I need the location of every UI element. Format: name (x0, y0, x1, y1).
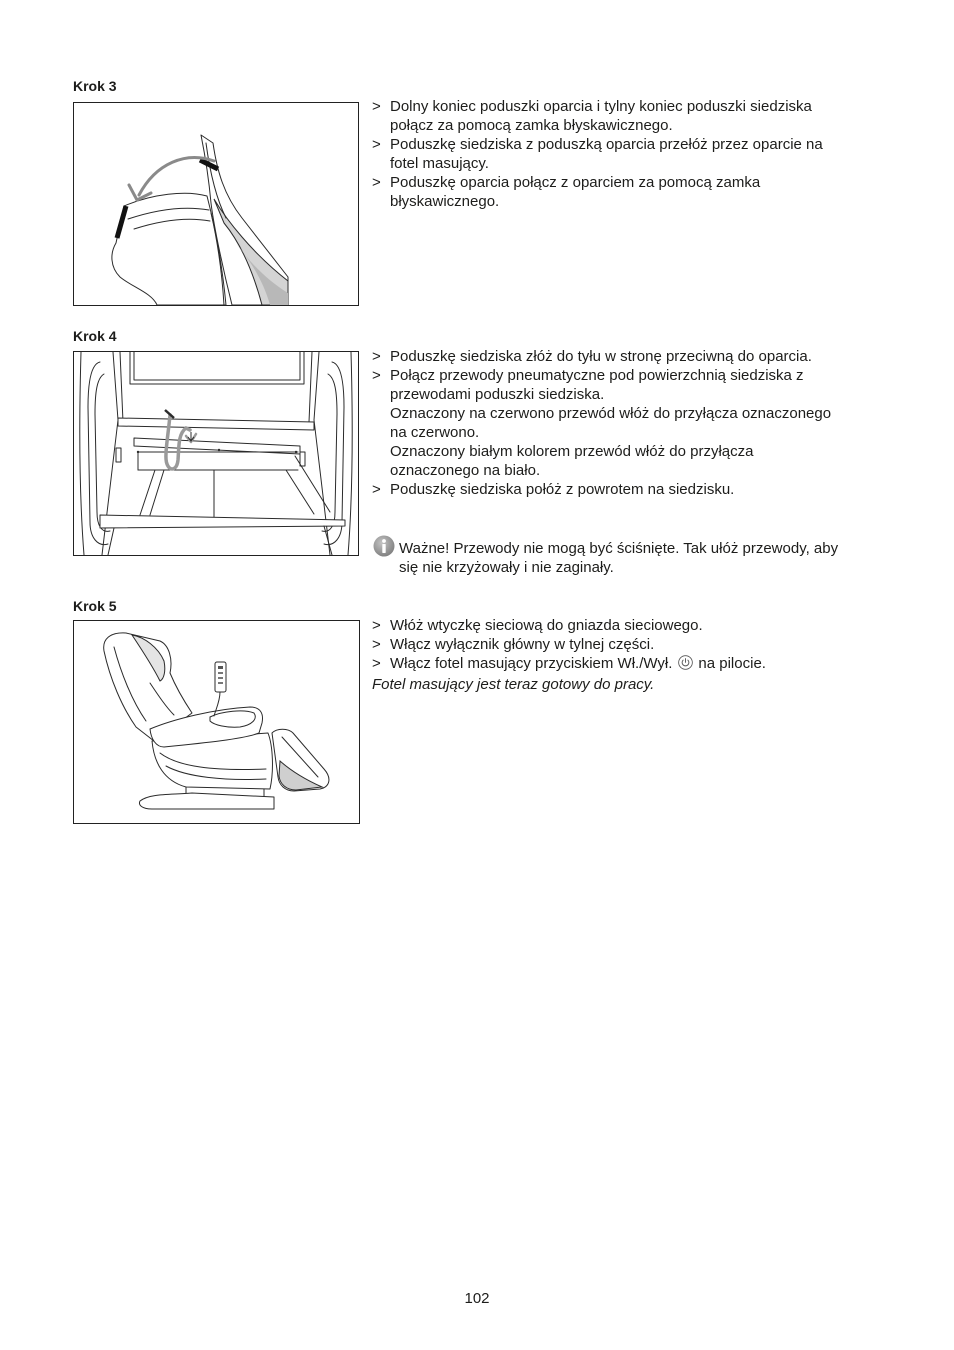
instruction-line: Poduszkę siedziska z poduszką oparcia przełóż przez oparcie na (390, 136, 823, 153)
backrest-cushion-illustration (74, 103, 358, 305)
instruction-line: Dolny koniec poduszki oparcia i tylny koniec poduszki siedziska (390, 98, 812, 115)
instruction-item (372, 654, 912, 673)
instruction-line: Włącz wyłącznik główny w tylnej części. (390, 636, 655, 653)
instruction-line: Poduszkę oparcia połącz z oparciem za pomocą zamka (390, 174, 761, 191)
instruction-line: połącz za pomocą zamka błyskawicznego. (390, 117, 673, 134)
seat-cushion-drawing (112, 193, 226, 305)
bullet-marker: > (372, 367, 381, 384)
seat-frame-illustration (74, 352, 358, 555)
instruction-item (372, 135, 912, 173)
step-4-heading: Krok 4 (73, 328, 117, 344)
instruction-line: fotel masujący. (390, 155, 489, 172)
bullet-marker: > (372, 348, 381, 365)
step-5-figure (73, 620, 360, 824)
step-3-heading: Krok 3 (73, 78, 117, 94)
instruction-line: Poduszkę siedziska połóż z powrotem na siedzisku. (390, 481, 735, 498)
massage-chair-illustration (74, 621, 359, 823)
step-5-heading: Krok 5 (73, 598, 117, 614)
bullet-marker: > (372, 136, 381, 153)
important-note (372, 535, 912, 579)
bullet-marker: > (372, 655, 381, 672)
bullet-marker: > (372, 174, 381, 191)
step-3-instructions (372, 97, 912, 211)
power-icon (678, 655, 693, 670)
instruction-line: przewodami poduszki siedziska. (390, 386, 605, 403)
instruction-item (372, 635, 912, 654)
step-4-figure (73, 351, 359, 556)
instruction-line: błyskawicznego. (390, 193, 500, 210)
instruction-line: Włóż wtyczkę sieciową do gniazda sieciowego. (390, 617, 703, 634)
power-instruction-text: Włącz fotel masujący przyciskiem Wł./Wył. (390, 655, 673, 672)
note-text (399, 539, 838, 577)
note-line: Ważne! Przewody nie mogą być ściśnięte. Tak ułóż przewody, aby (399, 540, 839, 557)
frame-crossbars (100, 352, 345, 555)
instruction-line: Oznaczony białym kolorem przewód włóż do przyłącza (390, 443, 754, 460)
instruction-line (390, 654, 912, 673)
remote-control-drawing (214, 662, 226, 716)
step-3-figure (73, 102, 359, 306)
info-icon (373, 535, 395, 557)
instruction-item (372, 366, 912, 480)
instruction-line: na czerwono. (390, 424, 480, 441)
instruction-item (372, 616, 912, 635)
chair-legrest-drawing (272, 729, 329, 791)
step-4-instructions (372, 347, 912, 499)
chair-base-drawing (140, 787, 275, 809)
instruction-item (372, 97, 912, 135)
instruction-line: oznaczonego na biało. (390, 462, 541, 479)
bullet-marker: > (372, 636, 381, 653)
bullet-marker: > (372, 617, 381, 634)
instruction-line: Połącz przewody pneumatyczne pod powierzchnią siedziska z (390, 367, 804, 384)
power-instruction-suffix: na pilocie. (698, 655, 766, 672)
instruction-line: Oznaczony na czerwono przewód włóż do przyłącza oznaczonego (390, 405, 832, 422)
result-text: Fotel masujący jest teraz gotowy do pracy. (372, 676, 655, 693)
instruction-line: Poduszkę siedziska złóż do tyłu w stronę przeciwną do oparcia. (390, 348, 812, 365)
page-number: 102 (464, 1290, 490, 1307)
instruction-item (372, 480, 912, 499)
step-5-instructions (372, 616, 912, 694)
bullet-marker: > (372, 98, 381, 115)
bullet-marker: > (372, 481, 381, 498)
note-line: się nie krzyżowały i nie zaginały. (399, 559, 614, 576)
instruction-item (372, 347, 912, 366)
instruction-item (372, 173, 912, 211)
